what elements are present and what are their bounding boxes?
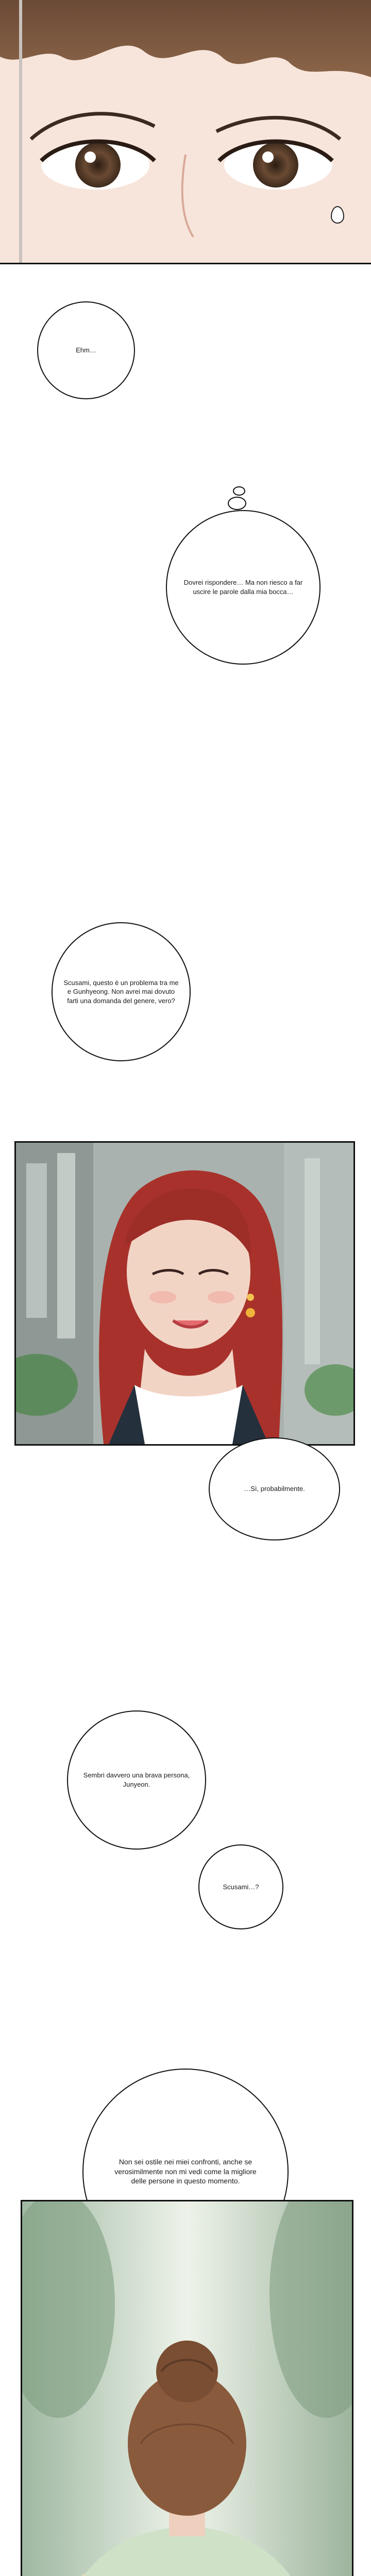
thought-dot-large xyxy=(228,497,246,510)
eyes-illustration xyxy=(0,0,371,263)
woman-behind-illustration xyxy=(22,2201,352,2576)
speech-bubble-1 xyxy=(37,301,135,399)
bubble-4-text: …Sì, probabilmente. xyxy=(244,1485,305,1493)
speech-bubble-6 xyxy=(198,1844,283,1929)
bubble-1-text: Ehm… xyxy=(76,346,96,354)
bubble-5-text: Sembri davvero una brava persona, Junyeon. xyxy=(83,1771,190,1788)
bubble-7-text: Non sei ostile nei miei confronti, anche se verosimilmente non mi vedi come la migliore delle persone in questo momento. xyxy=(114,2157,257,2185)
bubble-2-text: Dovrei rispondere… Ma non riesco a far uscire le parole dalla mia bocca… xyxy=(183,579,303,596)
thought-dot-small xyxy=(233,486,245,496)
speech-bubble-5 xyxy=(67,1710,206,1850)
speech-bubble-4 xyxy=(209,1437,340,1540)
thought-bubble-2 xyxy=(166,510,321,665)
bubble-6-text: Scusami…? xyxy=(223,1883,259,1891)
bubble-3-text: Scusami, questo è un problema tra me e Gunhyeong. Non avrei mai dovuto farti una domanda del genere, vero? xyxy=(63,978,179,1005)
panel-eyes-closeup xyxy=(0,0,371,264)
speech-bubble-3 xyxy=(52,922,191,1061)
sweat-drop-icon xyxy=(331,206,344,224)
red-hair-woman-illustration xyxy=(16,1143,353,1444)
panel-red-hair-woman xyxy=(14,1141,355,1446)
panel-woman-from-behind xyxy=(21,2200,353,2576)
